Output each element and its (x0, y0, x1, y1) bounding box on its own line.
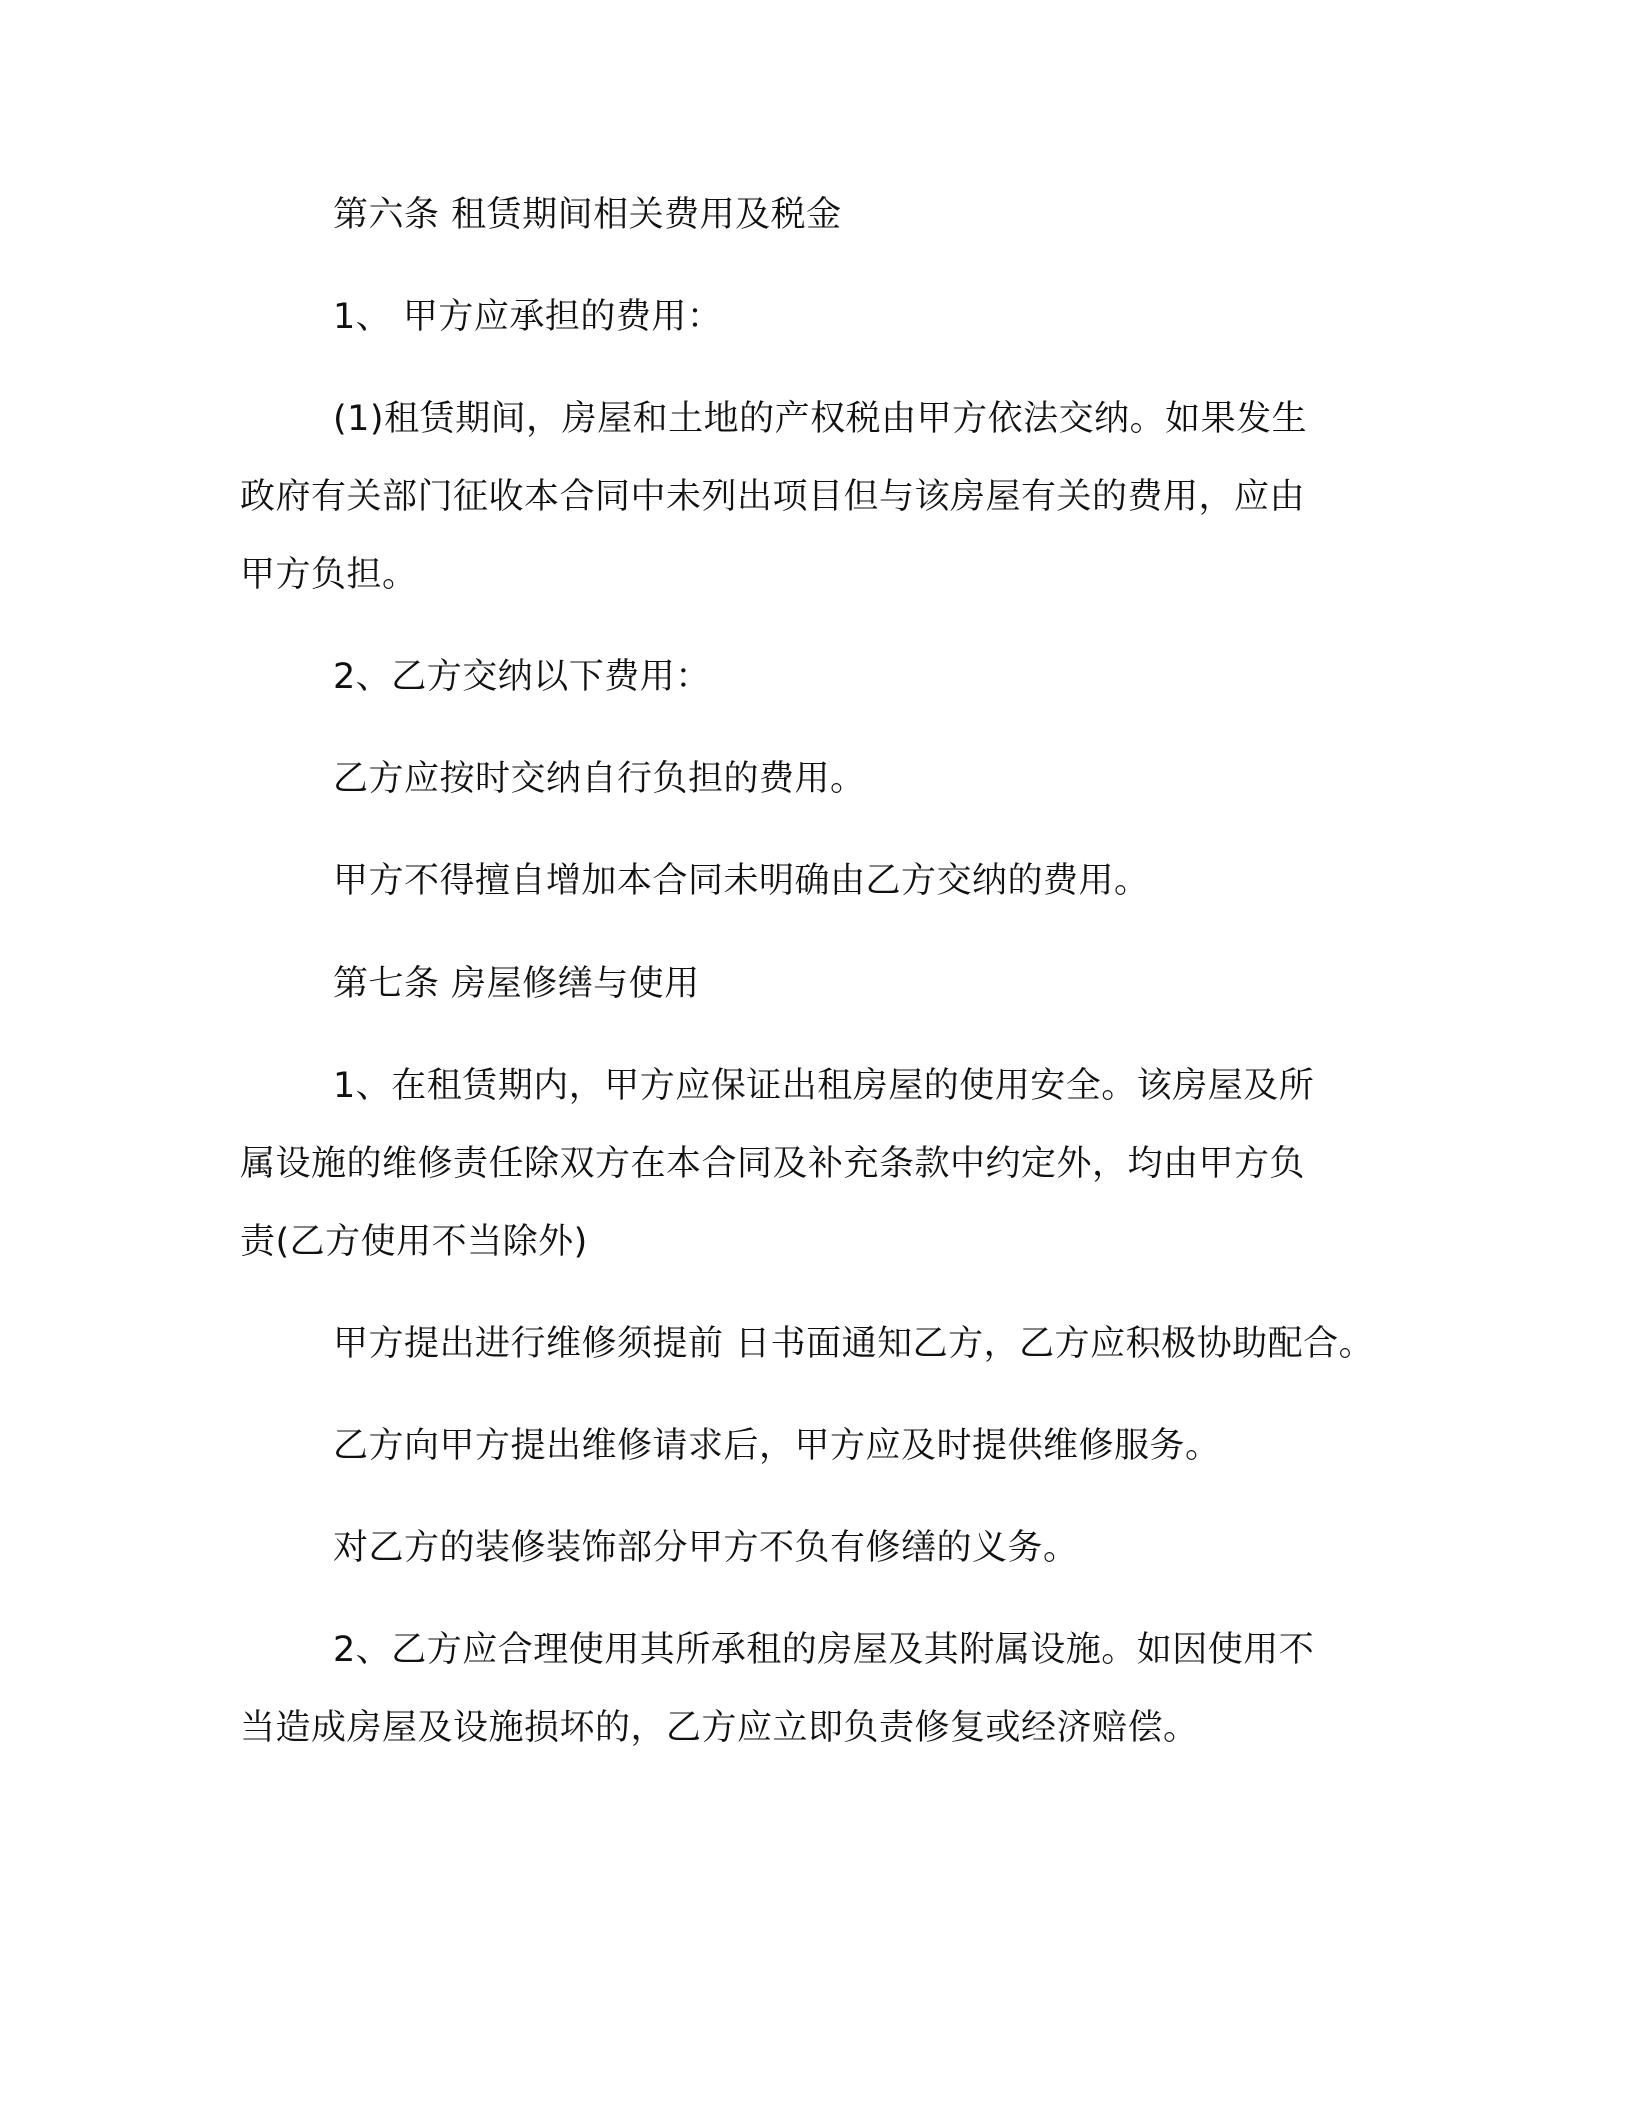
paragraph-line: 1、在租赁期内，甲方应保证出租房屋的使用安全。该房屋及所 (333, 1066, 1315, 1106)
paragraph-line: (1)租赁期间，房屋和土地的产权税由甲方依法交纳。如果发生 (333, 399, 1308, 439)
paragraph-line: 政府有关部门征收本合同中未列出项目但与该房屋有关的费用，应由 (240, 477, 1306, 517)
article-6-heading: 第六条 租赁期间相关费用及税金 (333, 195, 842, 235)
article-7-heading: 第七条 房屋修缮与使用 (333, 964, 700, 1004)
paragraph-line: 属设施的维修责任除双方在本合同及补充条款中约定外，均由甲方负 (240, 1144, 1306, 1184)
paragraph-line: 乙方向甲方提出维修请求后，甲方应及时提供维修服务。 (333, 1426, 1221, 1466)
paragraph-line: 甲方不得擅自增加本合同未明确由乙方交纳的费用。 (333, 861, 1150, 901)
paragraph-line: 对乙方的装修装饰部分甲方不负有修缮的义务。 (333, 1528, 1079, 1568)
paragraph-line: 当造成房屋及设施损坏的，乙方应立即负责修复或经济赔偿。 (240, 1708, 1199, 1748)
paragraph-line: 2、乙方应合理使用其所承租的房屋及其附属设施。如因使用不 (333, 1630, 1315, 1670)
clause-1-heading: 1、 甲方应承担的费用： (333, 297, 723, 337)
paragraph-line: 甲方提出进行维修须提前 日书面通知乙方，乙方应积极协助配合。 (333, 1324, 1375, 1364)
clause-2-heading: 2、乙方交纳以下费用： (333, 657, 711, 697)
paragraph-line: 乙方应按时交纳自行负担的费用。 (333, 759, 866, 799)
paragraph-line: 责(乙方使用不当除外) (240, 1222, 588, 1262)
paragraph-line: 甲方负担。 (240, 555, 418, 595)
